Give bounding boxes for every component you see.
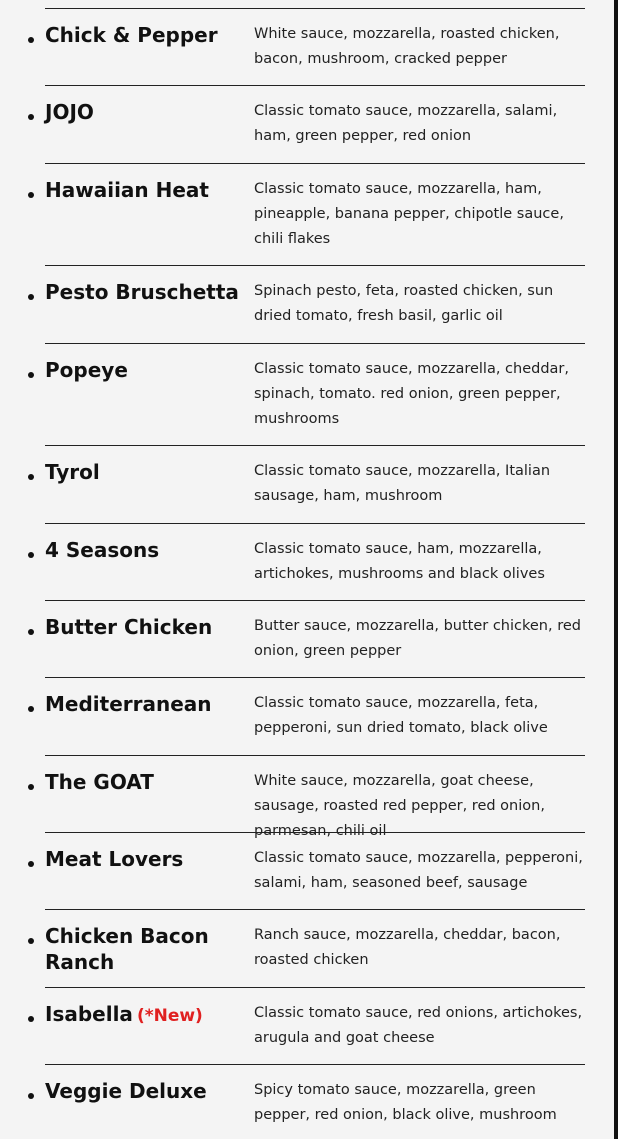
bullet-icon bbox=[28, 938, 34, 944]
item-description: Classic tomato sauce, mozzarella, feta, pepperoni, sun dried tomato, black olive bbox=[254, 695, 548, 736]
item-description: Classic tomato sauce, mozzarella, cheddar, spinach, tomato. red onion, green pepper, mushrooms bbox=[254, 361, 570, 427]
item-divider bbox=[45, 755, 585, 756]
bullet-icon bbox=[28, 372, 34, 378]
item-description: White sauce, mozzarella, roasted chicken, bacon, mushroom, cracked pepper bbox=[254, 26, 560, 67]
item-description: Spicy tomato sauce, mozzarella, green pepper, red onion, black olive, mushroom bbox=[254, 1082, 557, 1123]
bullet-icon bbox=[28, 784, 34, 790]
item-description: Classic tomato sauce, mozzarella, salami, ham, green pepper, red onion bbox=[254, 103, 558, 144]
item-divider bbox=[45, 445, 585, 446]
top-divider bbox=[45, 8, 585, 9]
item-name: Tyrol bbox=[45, 460, 100, 484]
bullet-icon bbox=[28, 114, 34, 120]
item-name: Isabella bbox=[45, 1002, 133, 1026]
item-divider bbox=[45, 523, 585, 524]
item-divider bbox=[45, 265, 585, 266]
bullet-icon bbox=[28, 861, 34, 867]
item-name-with-badge bbox=[45, 1001, 245, 1029]
bullet-icon bbox=[28, 1016, 34, 1022]
item-name: Veggie Deluxe bbox=[45, 1079, 207, 1103]
item-name: Mediterranean bbox=[45, 692, 212, 716]
item-description: Classic tomato sauce, ham, mozzarella, artichokes, mushrooms and black olives bbox=[254, 541, 545, 582]
item-description: Classic tomato sauce, mozzarella, ham, pineapple, banana pepper, chipotle sauce, chili flakes bbox=[254, 181, 564, 247]
item-name: 4 Seasons bbox=[45, 538, 160, 562]
bullet-icon bbox=[28, 474, 34, 480]
item-divider bbox=[45, 1064, 585, 1065]
item-divider bbox=[45, 163, 585, 164]
item-description: Classic tomato sauce, mozzarella, pepperoni, salami, ham, seasoned beef, sausage bbox=[254, 850, 583, 891]
item-description: Spinach pesto, feta, roasted chicken, sun dried tomato, fresh basil, garlic oil bbox=[254, 283, 554, 324]
item-name: The GOAT bbox=[45, 770, 154, 794]
item-divider bbox=[45, 343, 585, 344]
item-divider bbox=[45, 85, 585, 86]
bullet-icon bbox=[28, 192, 34, 198]
item-divider bbox=[45, 832, 585, 833]
item-name: Butter Chicken bbox=[45, 615, 213, 639]
item-name: Hawaiian Heat bbox=[45, 178, 209, 202]
bullet-icon bbox=[28, 629, 34, 635]
scrollbar-edge[interactable] bbox=[614, 0, 618, 1139]
bullet-icon bbox=[28, 706, 34, 712]
item-divider bbox=[45, 909, 585, 910]
bullet-icon bbox=[28, 37, 34, 43]
bullet-icon bbox=[28, 552, 34, 558]
item-description: Classic tomato sauce, red onions, artichokes, arugula and goat cheese bbox=[254, 1005, 583, 1046]
item-name: Chick & Pepper bbox=[45, 23, 218, 47]
item-description: Classic tomato sauce, mozzarella, Italian sausage, ham, mushroom bbox=[254, 463, 551, 504]
item-name: Pesto Bruschetta bbox=[45, 280, 239, 304]
item-name: JOJO bbox=[45, 100, 94, 124]
item-description: Butter sauce, mozzarella, butter chicken, red onion, green pepper bbox=[254, 618, 581, 659]
item-name: Chicken Bacon Ranch bbox=[45, 924, 209, 974]
new-badge: (*New) bbox=[136, 1006, 203, 1026]
item-description: Ranch sauce, mozzarella, cheddar, bacon, roasted chicken bbox=[254, 927, 561, 968]
bullet-icon bbox=[28, 294, 34, 300]
item-divider bbox=[45, 677, 585, 678]
item-name: Meat Lovers bbox=[45, 847, 184, 871]
bullet-icon bbox=[28, 1093, 34, 1099]
item-name: Popeye bbox=[45, 358, 128, 382]
item-divider bbox=[45, 600, 585, 601]
item-description: White sauce, mozzarella, goat cheese, sausage, roasted red pepper, red onion, parmesan, chili oil bbox=[254, 773, 545, 839]
item-divider bbox=[45, 987, 585, 988]
